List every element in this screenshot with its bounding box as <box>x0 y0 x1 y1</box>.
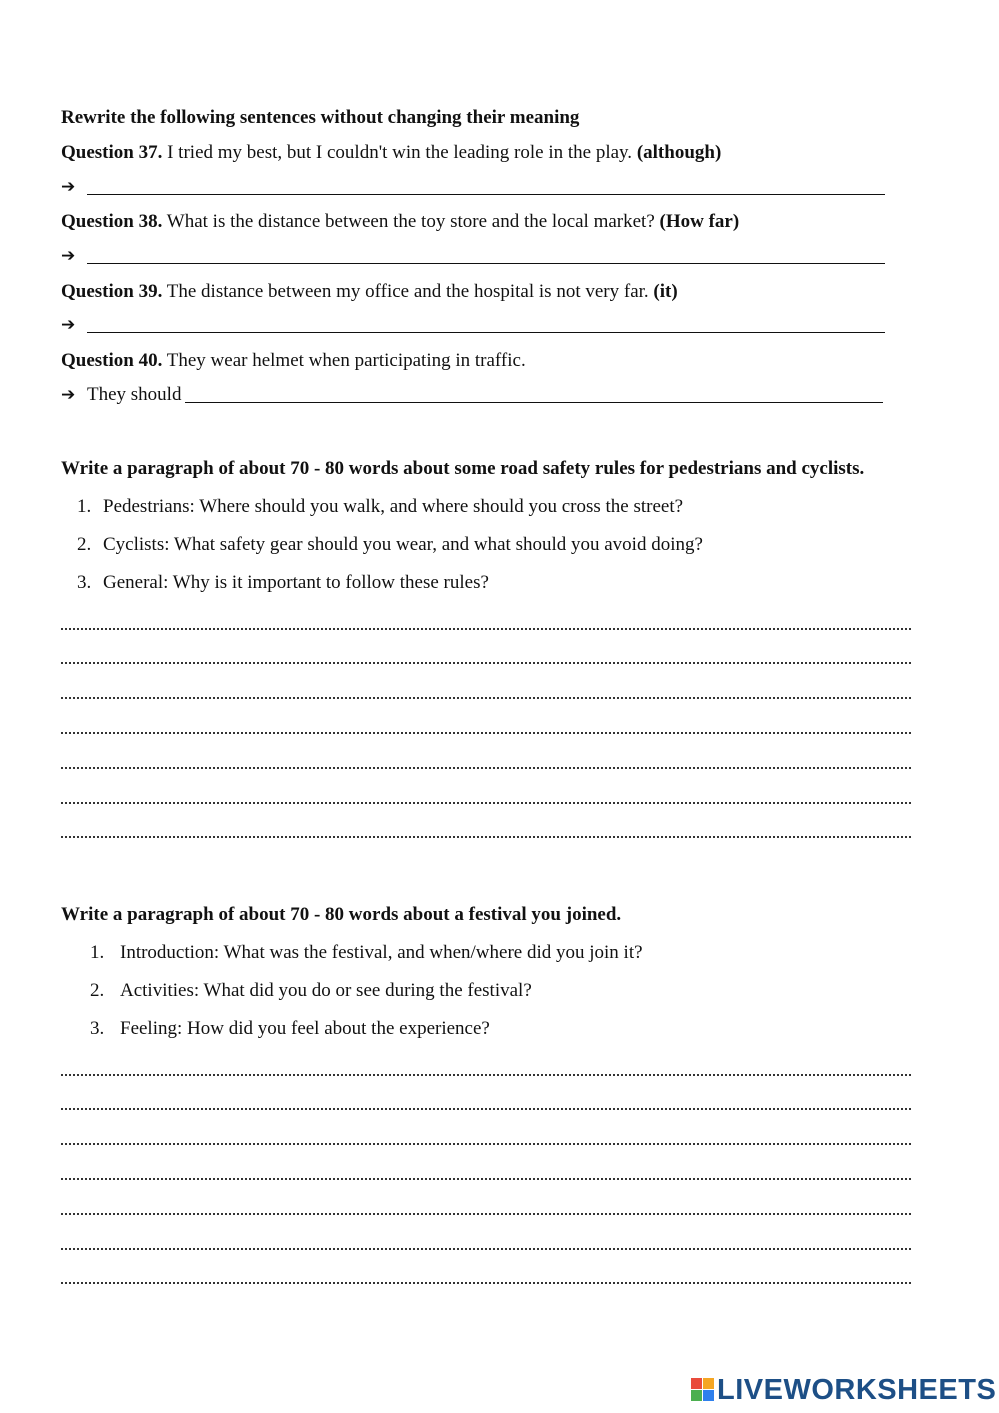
writing-line-s2-2[interactable] <box>61 648 911 664</box>
writing-line-s2-3[interactable] <box>61 683 911 699</box>
answer-input-38[interactable] <box>87 243 885 264</box>
list-item <box>77 571 489 595</box>
answer-input-37[interactable] <box>87 174 885 195</box>
writing-line-s2-7[interactable] <box>61 822 911 838</box>
answer-input-39[interactable] <box>87 312 885 333</box>
writing-line-s3-5[interactable] <box>61 1199 911 1215</box>
writing-line-s2-4[interactable] <box>61 718 911 734</box>
liveworksheets-logo-icon <box>691 1378 715 1402</box>
question-37-label: Question 37. <box>61 142 163 163</box>
section3-heading: Write a paragraph of about 70 - 80 words about a festival you joined. <box>61 904 622 925</box>
list-item-text: Cyclists: What safety gear should you wear, and what should you avoid doing? <box>103 534 703 555</box>
question-38-text: What is the distance between the toy store and the local market? <box>162 211 660 232</box>
question-39-label: Question 39. <box>61 281 163 302</box>
writing-line-s2-6[interactable] <box>61 788 911 804</box>
question-40 <box>61 349 526 373</box>
question-40-label: Question 40. <box>61 350 163 371</box>
question-40-text: They wear helmet when participating in traffic. <box>162 350 526 371</box>
list-item <box>90 941 643 965</box>
writing-line-s3-4[interactable] <box>61 1164 911 1180</box>
arrow-icon: ➔ <box>61 315 76 335</box>
answer-row-37 <box>61 175 885 199</box>
list-item-text: Feeling: How did you feel about the experience? <box>120 1018 490 1039</box>
list-item-number: 3. <box>90 1018 105 1039</box>
question-38-hint: (How far) <box>659 211 740 232</box>
writing-line-s2-1[interactable] <box>61 614 911 630</box>
list-item-number: 1. <box>90 942 105 963</box>
writing-line-s3-6[interactable] <box>61 1234 911 1250</box>
q40-prefix: They should <box>87 384 182 405</box>
list-item-number: 2. <box>77 534 92 555</box>
liveworksheets-logo[interactable] <box>691 1375 996 1405</box>
question-37 <box>61 141 721 165</box>
list-item-text: Introduction: What was the festival, and when/where did you join it? <box>120 942 643 963</box>
question-39 <box>61 280 678 304</box>
answer-row-39 <box>61 313 885 337</box>
list-item <box>77 495 683 519</box>
arrow-icon: ➔ <box>61 385 76 405</box>
arrow-icon: ➔ <box>61 177 76 197</box>
question-37-hint: (although) <box>636 142 722 163</box>
question-37-text: I tried my best, but I couldn't win the leading role in the play. <box>162 142 637 163</box>
list-item-text: Pedestrians: Where should you walk, and where should you cross the street? <box>103 496 684 517</box>
list-item-number: 3. <box>77 572 92 593</box>
writing-line-s3-3[interactable] <box>61 1129 911 1145</box>
question-38 <box>61 210 739 234</box>
arrow-icon: ➔ <box>61 246 76 266</box>
liveworksheets-logo-text: LIVEWORKSHEETS <box>717 1373 997 1406</box>
answer-row-38 <box>61 244 885 268</box>
list-item-number: 1. <box>77 496 92 517</box>
answer-input-40[interactable] <box>185 382 883 403</box>
writing-line-s3-2[interactable] <box>61 1094 911 1110</box>
writing-line-s2-5[interactable] <box>61 753 911 769</box>
list-item-text: General: Why is it important to follow these rules? <box>103 572 489 593</box>
writing-line-s3-1[interactable] <box>61 1060 911 1076</box>
list-item <box>90 1017 490 1041</box>
section2-heading: Write a paragraph of about 70 - 80 words about some road safety rules for pedestrians and cyclists. <box>61 458 865 479</box>
list-item <box>90 979 532 1003</box>
list-item-number: 2. <box>90 980 105 1001</box>
section1-heading: Rewrite the following sentences without changing their meaning <box>61 107 580 128</box>
question-39-hint: (it) <box>653 281 678 302</box>
question-39-text: The distance between my office and the hospital is not very far. <box>162 281 654 302</box>
question-38-label: Question 38. <box>61 211 163 232</box>
writing-line-s3-7[interactable] <box>61 1268 911 1284</box>
list-item <box>77 533 703 557</box>
list-item-text: Activities: What did you do or see during the festival? <box>120 980 532 1001</box>
answer-row-40 <box>61 383 883 407</box>
